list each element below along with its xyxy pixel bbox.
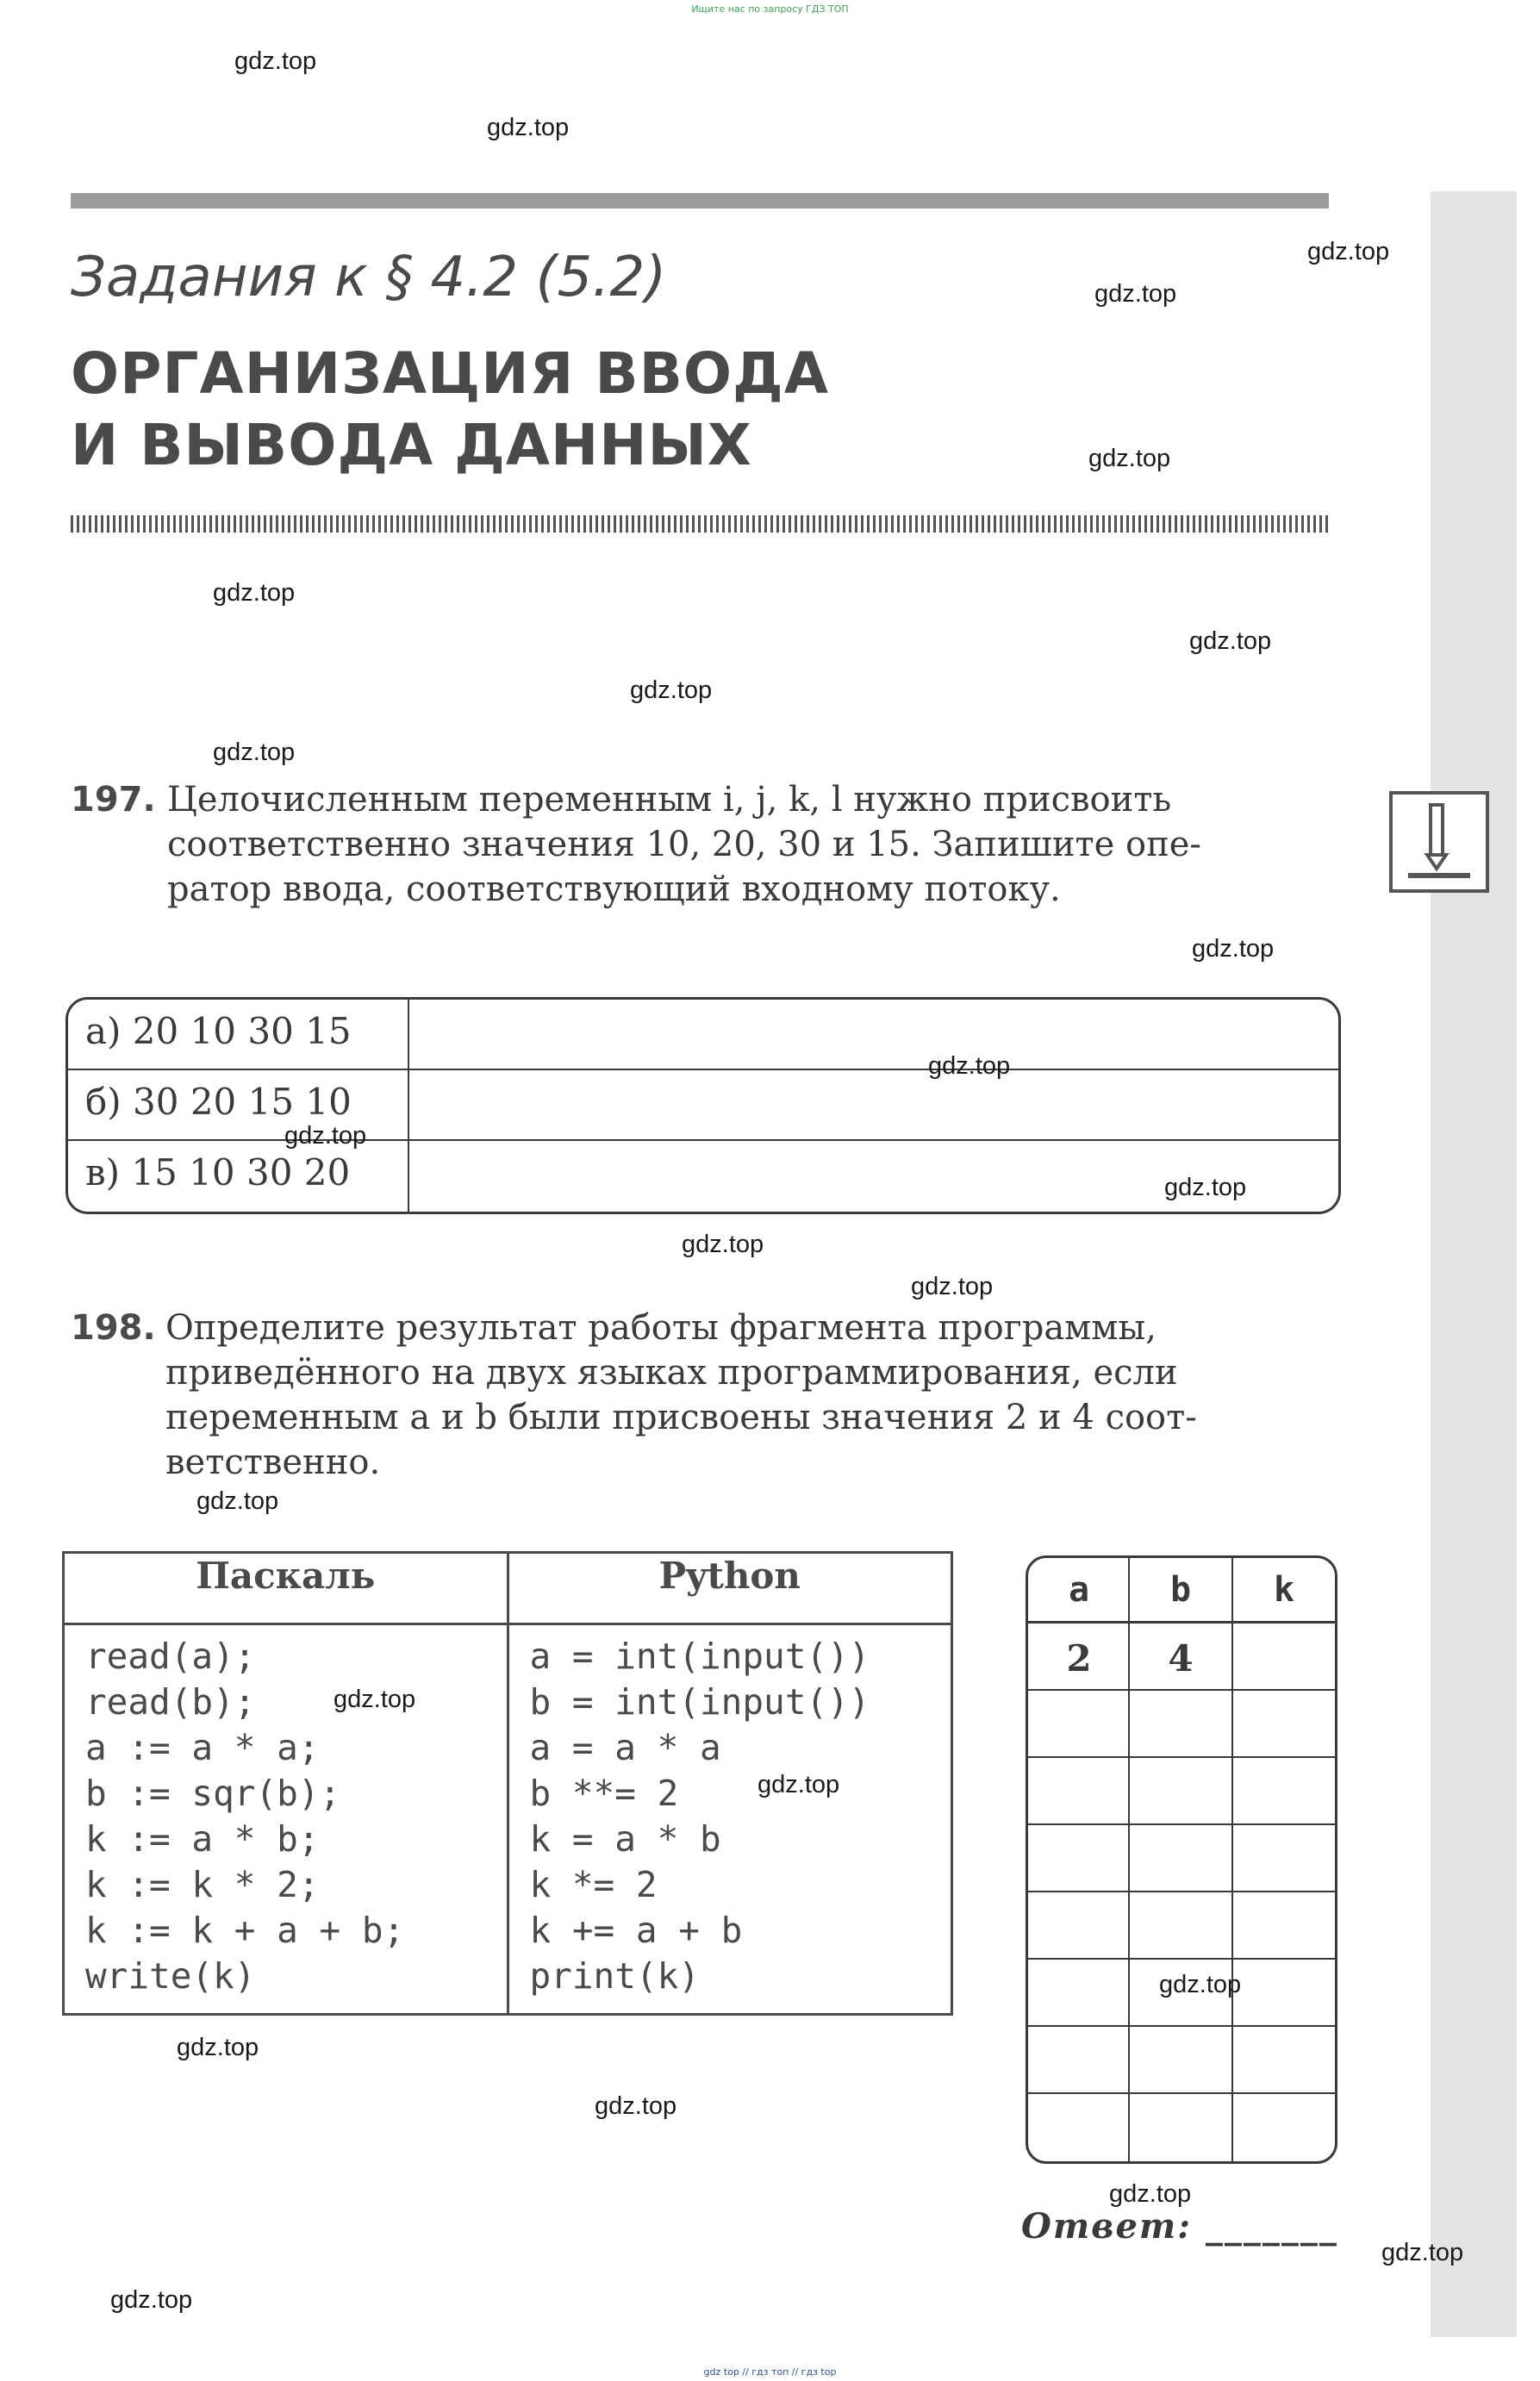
watermark: gdz.top: [682, 1231, 764, 1258]
trace-column-divider: [1231, 1558, 1233, 2161]
section-title-line2: И ВЫВОДА ДАННЫХ: [71, 412, 752, 478]
watermark: gdz.top: [1088, 445, 1171, 472]
answer-row: [68, 1070, 1338, 1141]
task-198-number: 198.: [71, 1308, 156, 1348]
trace-row-divider: [1028, 1689, 1335, 1691]
task-197-text: [167, 777, 1334, 912]
watermark: gdz.top: [1094, 280, 1177, 308]
python-header: Python: [508, 1553, 952, 1624]
watermark: gdz.top: [1159, 1971, 1242, 1998]
watermark: gdz.top: [1192, 935, 1275, 963]
trace-header-b: b: [1169, 1570, 1192, 1610]
trace-row-divider: [1028, 1891, 1335, 1892]
task-197-number: 197.: [71, 780, 156, 820]
watermark: gdz.top: [110, 2286, 193, 2314]
watermark: gdz.top: [630, 676, 713, 704]
answer-line: [1021, 2206, 1338, 2247]
page-edge-strip: [1431, 191, 1517, 2337]
section-title-line1: ОРГАНИЗАЦИЯ ВВОДА: [71, 340, 829, 407]
footer-banner: gdz top // гдз топ // гдз top: [703, 2366, 837, 2378]
trace-row-divider: [1028, 1823, 1335, 1825]
answer-row: [68, 1000, 1338, 1070]
task-198-line: ветственно.: [165, 1443, 381, 1482]
pascal-code: read(a); read(b); a := a * a; b := sqr(b); k := a * b; k := k * 2; k := k + a + b; write(k): [64, 1624, 508, 2015]
watermark: gdz.top: [1109, 2180, 1192, 2208]
watermark: gdz.top: [1189, 627, 1272, 655]
watermark: gdz.top: [234, 47, 317, 75]
trace-header-a: a: [1068, 1570, 1090, 1610]
watermark: gdz.top: [911, 1273, 994, 1300]
task-197-answer-table: [65, 997, 1341, 1214]
top-banner: Ищите нас по запросу ГДЗ ТОП: [691, 3, 849, 15]
task-197-line: ратор ввода, соответствующий входному потоку.: [167, 870, 1061, 909]
task-197-line: соответственно значения 10, 20, 30 и 15. Запишите опе-: [167, 825, 1201, 864]
dashed-divider: [71, 515, 1329, 533]
trace-row-divider: [1028, 2092, 1335, 2094]
watermark: gdz.top: [1164, 1174, 1247, 1201]
watermark: gdz.top: [213, 739, 296, 766]
answer-label: Ответ:: [1021, 2206, 1192, 2247]
write-task-icon: [1389, 791, 1489, 893]
trace-row-divider: [1028, 2025, 1335, 2027]
input-stream-cell: [68, 1000, 409, 1069]
watermark: gdz.top: [213, 579, 296, 607]
answer-row: [68, 1141, 1338, 1212]
input-stream-cell: [68, 1141, 409, 1212]
trace-table: [1026, 1555, 1337, 2164]
trace-row-divider: [1028, 1958, 1335, 1960]
header-rule: [71, 193, 1329, 209]
python-code: a = int(input()) b = int(input()) a = a * a b **= 2 k = a * b k *= 2 k += a + b print(k): [508, 1624, 952, 2015]
watermark: gdz.top: [487, 114, 570, 141]
watermark: gdz.top: [196, 1487, 279, 1515]
pascal-header: Паскаль: [64, 1553, 508, 1624]
watermark: gdz.top: [284, 1122, 367, 1150]
trace-header-k: k: [1273, 1570, 1295, 1610]
input-stream-option: в) 15 10 30 20: [85, 1151, 351, 1194]
watermark: gdz.top: [177, 2034, 259, 2061]
input-stream-option: а) 20 10 30 15: [85, 1010, 352, 1052]
section-subtitle: Задания к § 4.2 (5.2): [71, 246, 667, 309]
watermark: gdz.top: [758, 1771, 840, 1798]
trace-value-a: 2: [1066, 1637, 1092, 1680]
watermark: gdz.top: [595, 2092, 677, 2120]
task-197-line: Целочисленным переменным i, j, k, l нужно присвоить: [167, 780, 1172, 820]
task-198-line: переменным a и b были присвоены значения 2 и 4 соот-: [165, 1398, 1197, 1437]
watermark: gdz.top: [334, 1686, 416, 1713]
watermark: gdz.top: [1381, 2239, 1464, 2266]
watermark: gdz.top: [928, 1052, 1011, 1080]
trace-row-divider: [1028, 1756, 1335, 1758]
task-198-text: [165, 1306, 1334, 1485]
answer-blank: _______: [1205, 2206, 1338, 2247]
trace-value-b: 4: [1168, 1637, 1194, 1680]
watermark: gdz.top: [1307, 238, 1390, 265]
task-198-line: Определите результат работы фрагмента программы,: [165, 1308, 1157, 1348]
task-198-line: приведённого на двух языках программирования, если: [165, 1353, 1178, 1393]
input-stream-option: б) 30 20 15 10: [85, 1081, 352, 1123]
